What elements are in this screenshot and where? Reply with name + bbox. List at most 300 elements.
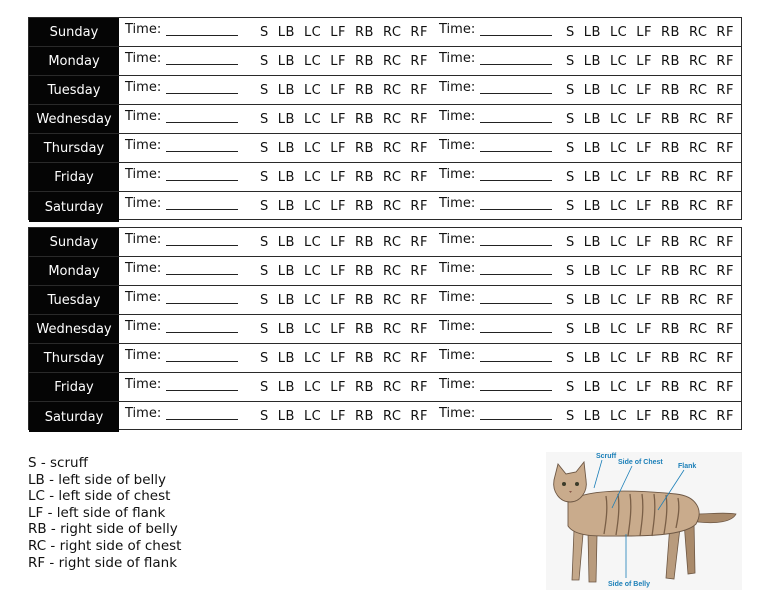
site-code[interactable]: LB: [277, 409, 295, 424]
site-code[interactable]: LF: [330, 199, 346, 214]
site-code[interactable]: RC: [382, 54, 402, 69]
site-code[interactable]: LF: [330, 83, 346, 98]
legend-item: LB - left side of belly: [28, 471, 167, 488]
site-code[interactable]: RF: [716, 264, 734, 279]
site-code[interactable]: S: [260, 235, 269, 250]
site-code[interactable]: LF: [330, 54, 346, 69]
site-code[interactable]: S: [566, 293, 575, 308]
site-code[interactable]: LB: [583, 380, 601, 395]
time-label: Time:: [125, 138, 162, 153]
site-code[interactable]: S: [566, 141, 575, 156]
site-code[interactable]: LF: [330, 293, 346, 308]
day-label: Thursday: [29, 134, 119, 162]
site-code[interactable]: RB: [355, 54, 374, 69]
site-code[interactable]: RF: [410, 293, 428, 308]
site-code[interactable]: RF: [716, 83, 734, 98]
site-code[interactable]: S: [260, 141, 269, 156]
site-code[interactable]: RC: [382, 83, 402, 98]
site-code[interactable]: LB: [583, 409, 601, 424]
site-code[interactable]: S: [566, 351, 575, 366]
time-label: Time:: [125, 80, 162, 95]
time-fill-line[interactable]: [166, 274, 238, 275]
site-code[interactable]: S: [260, 322, 269, 337]
day-label: Thursday: [29, 344, 119, 372]
site-codes: [260, 54, 437, 69]
time-label: Time:: [439, 167, 476, 182]
time-fill-line[interactable]: [166, 35, 238, 36]
time-label: Time:: [125, 167, 162, 182]
site-code[interactable]: S: [566, 170, 575, 185]
site-code[interactable]: RC: [688, 293, 708, 308]
site-code[interactable]: RB: [661, 25, 680, 40]
site-code[interactable]: LF: [636, 264, 652, 279]
site-code[interactable]: RB: [661, 141, 680, 156]
site-code[interactable]: RB: [355, 199, 374, 214]
day-label: Monday: [29, 257, 119, 285]
site-code[interactable]: LB: [583, 322, 601, 337]
site-code[interactable]: RF: [410, 54, 428, 69]
site-code[interactable]: LB: [277, 380, 295, 395]
time-label: Time:: [439, 22, 476, 37]
site-code[interactable]: LB: [583, 112, 601, 127]
schedule-row: [29, 47, 741, 76]
site-code[interactable]: LF: [330, 112, 346, 127]
time-fill-line[interactable]: [480, 180, 552, 181]
site-code[interactable]: LC: [609, 170, 628, 185]
site-code[interactable]: LC: [609, 351, 628, 366]
site-code[interactable]: LF: [330, 141, 346, 156]
time-label: Time:: [125, 196, 162, 211]
site-codes: [260, 380, 437, 395]
time-label: Time:: [439, 232, 476, 247]
time-fill-line[interactable]: [480, 361, 552, 362]
site-code[interactable]: LB: [277, 54, 295, 69]
site-code[interactable]: LC: [609, 409, 628, 424]
time-fill-line[interactable]: [166, 93, 238, 94]
site-code[interactable]: LC: [303, 409, 322, 424]
site-code[interactable]: LF: [636, 141, 652, 156]
time-fill-line[interactable]: [166, 151, 238, 152]
site-code[interactable]: LB: [277, 264, 295, 279]
site-code[interactable]: RF: [410, 112, 428, 127]
day-label: Saturday: [29, 402, 119, 432]
site-code[interactable]: LF: [330, 170, 346, 185]
site-code[interactable]: LB: [277, 235, 295, 250]
site-codes: [260, 351, 437, 366]
site-code[interactable]: LF: [330, 409, 346, 424]
site-codes: [566, 112, 743, 127]
site-code[interactable]: RB: [355, 380, 374, 395]
site-code[interactable]: RB: [355, 409, 374, 424]
site-code[interactable]: RC: [382, 264, 402, 279]
site-code[interactable]: LF: [636, 25, 652, 40]
site-code[interactable]: LF: [636, 235, 652, 250]
site-code[interactable]: LB: [277, 170, 295, 185]
site-code[interactable]: RF: [716, 112, 734, 127]
site-code[interactable]: RF: [716, 293, 734, 308]
time-fill-line[interactable]: [480, 419, 552, 420]
site-code[interactable]: RF: [410, 170, 428, 185]
time-label: Time:: [439, 109, 476, 124]
site-code[interactable]: S: [260, 380, 269, 395]
time-label: Time:: [439, 80, 476, 95]
time-label: Time:: [439, 196, 476, 211]
site-code[interactable]: RC: [382, 170, 402, 185]
site-code[interactable]: RF: [410, 322, 428, 337]
time-fill-line[interactable]: [166, 64, 238, 65]
site-code[interactable]: S: [260, 199, 269, 214]
site-code[interactable]: LB: [583, 293, 601, 308]
site-code[interactable]: LC: [303, 199, 322, 214]
site-code[interactable]: S: [566, 83, 575, 98]
site-code[interactable]: LB: [583, 351, 601, 366]
site-code[interactable]: LC: [303, 25, 322, 40]
site-code[interactable]: LB: [277, 141, 295, 156]
site-code[interactable]: S: [566, 112, 575, 127]
time-fill-line[interactable]: [166, 332, 238, 333]
site-code[interactable]: RB: [661, 54, 680, 69]
site-codes: [566, 322, 743, 337]
site-code[interactable]: LF: [636, 199, 652, 214]
week-table-1: [28, 17, 742, 220]
site-code[interactable]: RF: [410, 351, 428, 366]
site-codes: [566, 380, 743, 395]
site-code[interactable]: S: [566, 199, 575, 214]
site-code[interactable]: RB: [661, 380, 680, 395]
time-fill-line[interactable]: [480, 332, 552, 333]
time-label: Time:: [125, 232, 162, 247]
time-fill-line[interactable]: [166, 390, 238, 391]
site-code[interactable]: LB: [583, 199, 601, 214]
site-code[interactable]: RB: [355, 141, 374, 156]
site-code[interactable]: RC: [382, 235, 402, 250]
site-code[interactable]: RC: [382, 112, 402, 127]
site-code[interactable]: RC: [382, 409, 402, 424]
site-code[interactable]: RC: [688, 83, 708, 98]
label-side-of-belly: Side of Belly: [608, 581, 651, 588]
site-code[interactable]: LB: [277, 25, 295, 40]
site-code[interactable]: LF: [330, 264, 346, 279]
site-code[interactable]: RC: [688, 199, 708, 214]
time-fill-line[interactable]: [480, 390, 552, 391]
day-label: Wednesday: [29, 105, 119, 133]
site-code[interactable]: S: [566, 25, 575, 40]
time-label: Time:: [125, 290, 162, 305]
site-code[interactable]: RB: [355, 235, 374, 250]
site-code[interactable]: S: [260, 83, 269, 98]
site-code[interactable]: LF: [330, 235, 346, 250]
site-codes: [260, 199, 437, 214]
site-code[interactable]: LB: [277, 322, 295, 337]
site-code[interactable]: RF: [410, 380, 428, 395]
site-code[interactable]: LB: [277, 199, 295, 214]
site-code[interactable]: RF: [716, 380, 734, 395]
site-code[interactable]: RF: [716, 199, 734, 214]
label-scruff: Scruff: [596, 453, 617, 460]
legend: [28, 455, 181, 571]
site-code[interactable]: S: [260, 54, 269, 69]
site-code[interactable]: RF: [716, 54, 734, 69]
site-code[interactable]: RB: [661, 264, 680, 279]
site-code[interactable]: LF: [636, 380, 652, 395]
legend-item: LF - left side of flank: [28, 504, 166, 521]
site-code[interactable]: LC: [609, 322, 628, 337]
time-fill-line[interactable]: [166, 245, 238, 246]
site-code[interactable]: RB: [355, 293, 374, 308]
legend-item: RB - right side of belly: [28, 521, 178, 538]
time-label: Time:: [125, 319, 162, 334]
site-code[interactable]: S: [260, 409, 269, 424]
label-flank: Flank: [678, 463, 697, 470]
site-code[interactable]: LC: [303, 170, 322, 185]
site-code[interactable]: LF: [330, 351, 346, 366]
site-code[interactable]: LF: [636, 170, 652, 185]
site-code[interactable]: RC: [688, 380, 708, 395]
site-code[interactable]: LB: [583, 141, 601, 156]
site-code[interactable]: RB: [355, 112, 374, 127]
site-code[interactable]: RC: [688, 54, 708, 69]
site-code[interactable]: S: [260, 351, 269, 366]
site-code[interactable]: RC: [688, 25, 708, 40]
site-code[interactable]: RB: [661, 112, 680, 127]
schedule-row: [29, 286, 741, 315]
site-code[interactable]: RF: [716, 409, 734, 424]
time-fill-line[interactable]: [480, 122, 552, 123]
site-code[interactable]: RC: [382, 141, 402, 156]
site-codes: [566, 235, 743, 250]
site-code[interactable]: S: [260, 170, 269, 185]
site-code[interactable]: LC: [609, 264, 628, 279]
time-label: Time:: [439, 138, 476, 153]
site-code[interactable]: RC: [382, 25, 402, 40]
schedule-row: [29, 402, 741, 432]
time-fill-line[interactable]: [480, 303, 552, 304]
site-code[interactable]: LC: [609, 293, 628, 308]
site-code[interactable]: RF: [410, 264, 428, 279]
site-code[interactable]: LC: [609, 25, 628, 40]
time-label: Time:: [125, 109, 162, 124]
site-code[interactable]: S: [566, 409, 575, 424]
time-fill-line[interactable]: [480, 64, 552, 65]
site-code[interactable]: RB: [661, 199, 680, 214]
time-fill-line[interactable]: [480, 93, 552, 94]
site-code[interactable]: S: [260, 293, 269, 308]
site-code[interactable]: LC: [609, 112, 628, 127]
site-code[interactable]: LB: [277, 112, 295, 127]
site-code[interactable]: RC: [382, 351, 402, 366]
site-code[interactable]: RB: [355, 264, 374, 279]
site-code[interactable]: LB: [277, 351, 295, 366]
site-code[interactable]: RB: [355, 322, 374, 337]
site-code[interactable]: RC: [382, 380, 402, 395]
site-code[interactable]: LC: [303, 141, 322, 156]
site-code[interactable]: RF: [716, 170, 734, 185]
site-code[interactable]: RC: [688, 409, 708, 424]
time-fill-line[interactable]: [480, 245, 552, 246]
site-code[interactable]: RB: [661, 170, 680, 185]
schedule-row: [29, 344, 741, 373]
schedule-row: [29, 18, 741, 47]
site-code[interactable]: RF: [410, 199, 428, 214]
site-code[interactable]: RB: [355, 351, 374, 366]
site-codes: [260, 25, 437, 40]
site-codes: [260, 322, 437, 337]
site-code[interactable]: LB: [583, 235, 601, 250]
day-label: Wednesday: [29, 315, 119, 343]
time-label: Time:: [125, 261, 162, 276]
site-code[interactable]: RB: [661, 322, 680, 337]
site-codes: [566, 141, 743, 156]
schedule-row: [29, 192, 741, 222]
site-code[interactable]: LB: [583, 264, 601, 279]
site-code[interactable]: RC: [688, 112, 708, 127]
site-code[interactable]: LB: [277, 83, 295, 98]
time-label: Time:: [439, 348, 476, 363]
time-fill-line[interactable]: [480, 35, 552, 36]
site-code[interactable]: S: [260, 25, 269, 40]
site-code[interactable]: RC: [382, 199, 402, 214]
site-codes: [566, 199, 743, 214]
site-code[interactable]: RF: [716, 322, 734, 337]
day-label: Friday: [29, 373, 119, 401]
schedule-row: [29, 315, 741, 344]
site-code[interactable]: RC: [688, 235, 708, 250]
site-code[interactable]: RF: [716, 141, 734, 156]
site-code[interactable]: LF: [330, 380, 346, 395]
site-code[interactable]: LF: [330, 322, 346, 337]
time-label: Time:: [439, 290, 476, 305]
site-code[interactable]: LC: [303, 54, 322, 69]
site-code[interactable]: LC: [609, 141, 628, 156]
site-code[interactable]: LF: [636, 351, 652, 366]
site-code[interactable]: RB: [355, 83, 374, 98]
time-fill-line[interactable]: [166, 419, 238, 420]
site-code[interactable]: LB: [583, 54, 601, 69]
site-code[interactable]: LC: [303, 322, 322, 337]
site-code[interactable]: LC: [303, 112, 322, 127]
day-label: Tuesday: [29, 76, 119, 104]
site-code[interactable]: LB: [583, 25, 601, 40]
time-label: Time:: [125, 51, 162, 66]
schedule-row: [29, 228, 741, 257]
site-code[interactable]: RC: [382, 293, 402, 308]
site-code[interactable]: RF: [410, 25, 428, 40]
time-fill-line[interactable]: [480, 209, 552, 210]
site-code[interactable]: LC: [609, 380, 628, 395]
site-codes: [260, 293, 437, 308]
site-codes: [260, 264, 437, 279]
site-code[interactable]: S: [566, 322, 575, 337]
day-label: Sunday: [29, 228, 119, 256]
site-code[interactable]: LC: [609, 199, 628, 214]
site-codes: [260, 170, 437, 185]
site-codes: [566, 170, 743, 185]
site-code[interactable]: RB: [355, 170, 374, 185]
time-label: Time:: [439, 377, 476, 392]
site-code[interactable]: LB: [583, 170, 601, 185]
site-code[interactable]: LC: [303, 264, 322, 279]
day-label: Tuesday: [29, 286, 119, 314]
site-code[interactable]: S: [566, 380, 575, 395]
site-code[interactable]: LC: [609, 235, 628, 250]
day-label: Friday: [29, 163, 119, 191]
site-code[interactable]: LF: [636, 112, 652, 127]
time-fill-line[interactable]: [166, 122, 238, 123]
site-code[interactable]: S: [260, 112, 269, 127]
site-code[interactable]: S: [260, 264, 269, 279]
site-code[interactable]: RF: [716, 235, 734, 250]
legend-item: LC - left side of chest: [28, 488, 171, 505]
site-code[interactable]: RC: [688, 141, 708, 156]
site-code[interactable]: LF: [636, 54, 652, 69]
site-code[interactable]: RB: [661, 235, 680, 250]
site-code[interactable]: RF: [410, 141, 428, 156]
site-code[interactable]: LC: [303, 293, 322, 308]
site-codes: [566, 54, 743, 69]
site-code[interactable]: RF: [716, 351, 734, 366]
site-code[interactable]: S: [566, 235, 575, 250]
site-code[interactable]: RF: [410, 409, 428, 424]
site-code[interactable]: LC: [303, 351, 322, 366]
time-label: Time:: [125, 406, 162, 421]
site-code[interactable]: RB: [661, 351, 680, 366]
site-code[interactable]: LC: [609, 54, 628, 69]
time-label: Time:: [125, 22, 162, 37]
site-code[interactable]: LF: [636, 322, 652, 337]
site-code[interactable]: RF: [410, 83, 428, 98]
site-code[interactable]: RB: [661, 409, 680, 424]
site-code[interactable]: LC: [609, 83, 628, 98]
site-code[interactable]: LB: [583, 83, 601, 98]
site-code[interactable]: RB: [355, 25, 374, 40]
site-code[interactable]: RC: [382, 322, 402, 337]
site-codes: [260, 112, 437, 127]
site-code[interactable]: RB: [661, 83, 680, 98]
site-code[interactable]: RC: [688, 351, 708, 366]
site-code[interactable]: S: [566, 54, 575, 69]
site-code[interactable]: RC: [688, 170, 708, 185]
site-code[interactable]: LC: [303, 83, 322, 98]
site-codes: [566, 25, 743, 40]
time-fill-line[interactable]: [166, 180, 238, 181]
legend-item: S - scruff: [28, 455, 88, 471]
time-fill-line[interactable]: [166, 361, 238, 362]
time-fill-line[interactable]: [480, 274, 552, 275]
time-label: Time:: [439, 261, 476, 276]
site-code[interactable]: LC: [303, 380, 322, 395]
schedule-row: [29, 76, 741, 105]
site-code[interactable]: S: [566, 264, 575, 279]
time-fill-line[interactable]: [166, 209, 238, 210]
schedule-row: [29, 257, 741, 286]
site-code[interactable]: RB: [661, 293, 680, 308]
site-code[interactable]: RF: [716, 25, 734, 40]
site-code[interactable]: LF: [636, 83, 652, 98]
site-code[interactable]: LB: [277, 293, 295, 308]
time-fill-line[interactable]: [166, 303, 238, 304]
day-label: Monday: [29, 47, 119, 75]
site-code[interactable]: LF: [636, 293, 652, 308]
site-codes: [566, 409, 743, 424]
site-code[interactable]: RF: [410, 235, 428, 250]
site-code[interactable]: LF: [636, 409, 652, 424]
site-code[interactable]: RC: [688, 264, 708, 279]
site-code[interactable]: LF: [330, 25, 346, 40]
site-code[interactable]: LC: [303, 235, 322, 250]
site-code[interactable]: RC: [688, 322, 708, 337]
time-fill-line[interactable]: [480, 151, 552, 152]
day-label: Saturday: [29, 192, 119, 222]
